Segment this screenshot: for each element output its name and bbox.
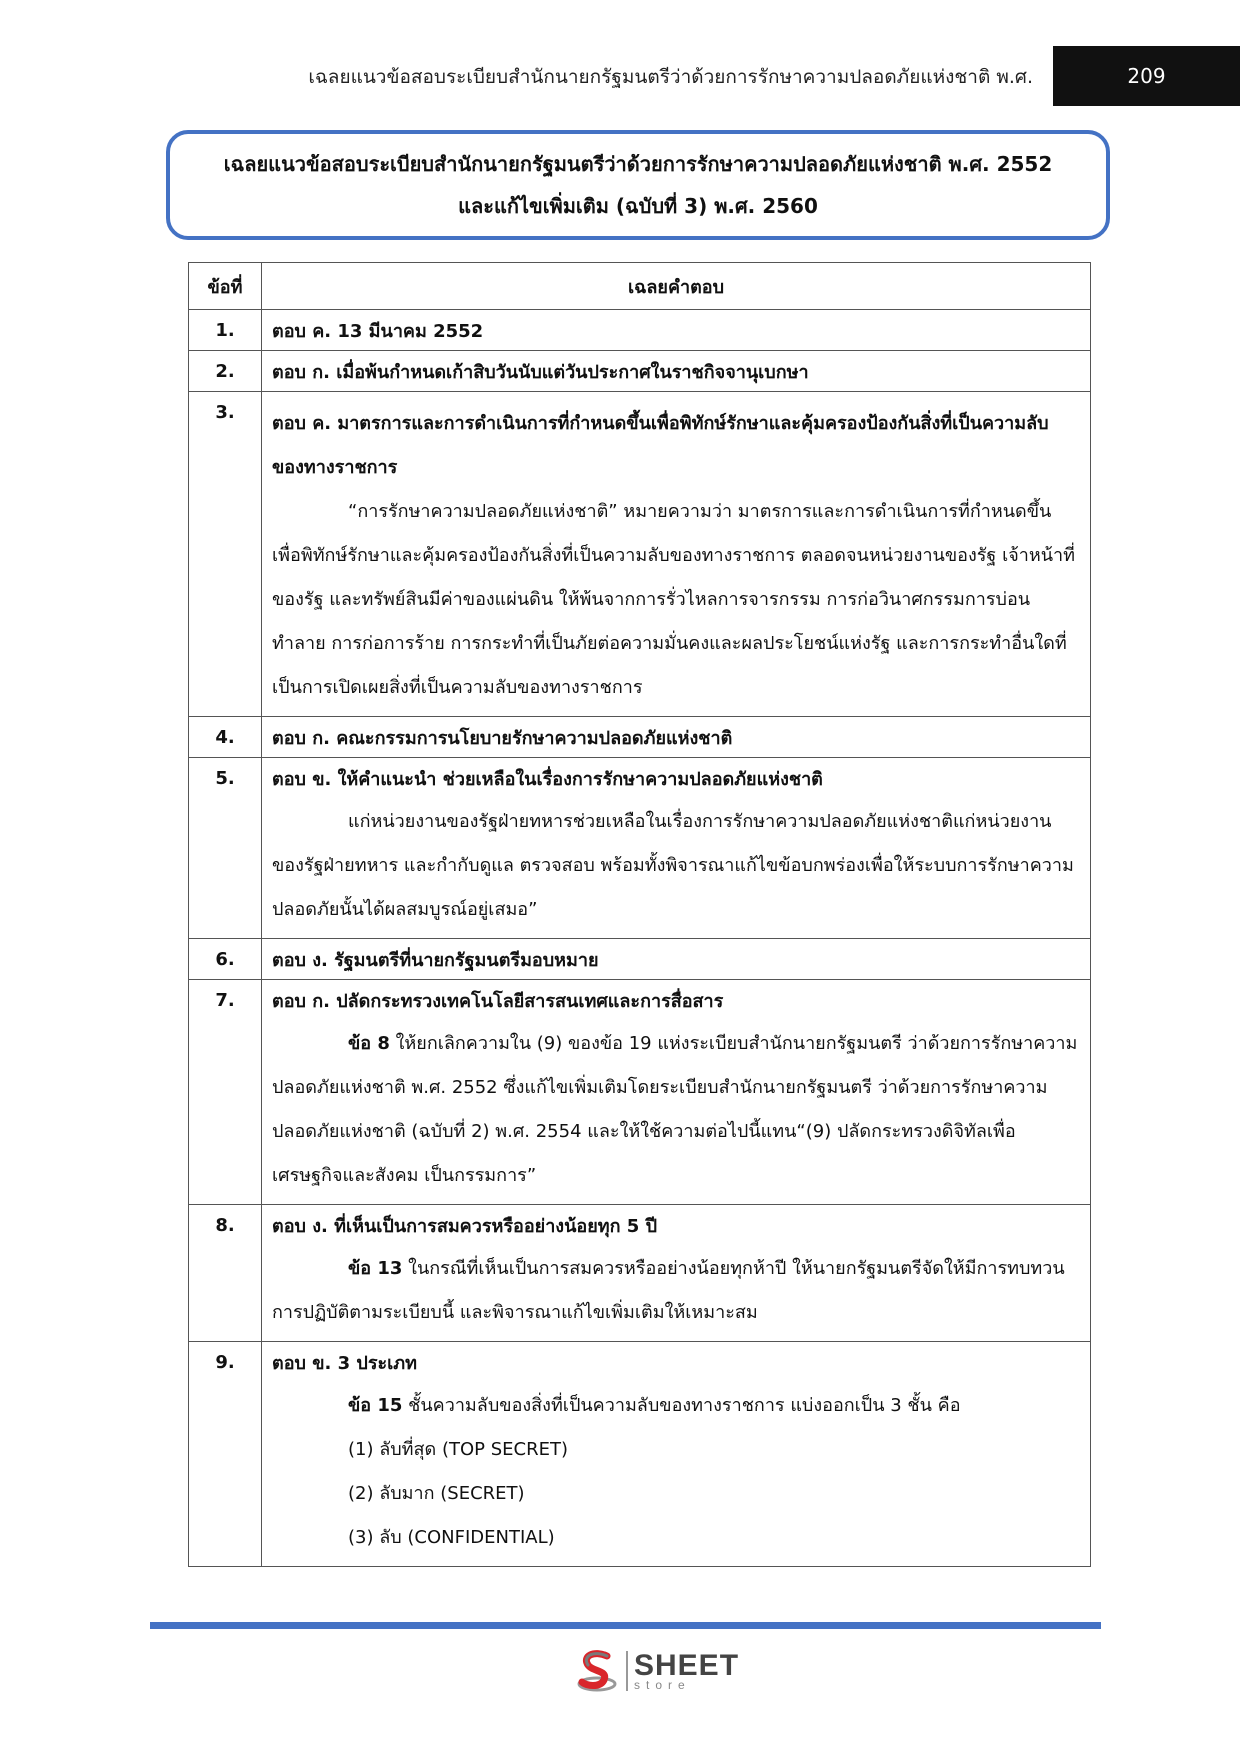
answer-text: ตอบ ก. เมื่อพ้นกำหนดเก้าสิบวันนับแต่วันประกาศในราชกิจจานุเบกษา bbox=[272, 362, 809, 383]
logo-sub: store bbox=[634, 1678, 691, 1692]
answer-text: ตอบ ก. ปลัดกระทรวงเทคโนโลยีสารสนเทศและการสื่อสาร bbox=[272, 991, 724, 1012]
logo-text bbox=[634, 1651, 739, 1691]
title-line-2: และแก้ไขเพิ่มเติม (ฉบับที่ 3) พ.ศ. 2560 bbox=[458, 194, 818, 218]
answer-detail bbox=[272, 1022, 1080, 1198]
table-row bbox=[189, 1205, 1091, 1342]
clause-text: ชั้นความลับของสิ่งที่เป็นความลับของทางราชการ แบ่งออกเป็น 3 ชั้น คือ bbox=[402, 1395, 961, 1416]
row-number: 5. bbox=[189, 758, 262, 939]
logo-divider bbox=[626, 1651, 628, 1691]
clause-text: ในกรณีที่เห็นเป็นการสมควรหรืออย่างน้อยทุกห้าปี ให้นายกรัฐมนตรีจัดให้มีการทบทวนการปฏิบัติตามระเบียบนี้ และพิจารณาแก้ไขเพิ่มเติมให้เหมาะสม bbox=[272, 1258, 1065, 1323]
clause-label: ข้อ 8 bbox=[348, 1033, 390, 1054]
clause-text: ให้ยกเลิกความใน (9) ของข้อ 19 แห่งระเบียบสำนักนายกรัฐมนตรี ว่าด้วยการรักษาความปลอดภัยแห่งชาติ พ.ศ. 2552 ซึ่งแก้ไขเพิ่มเติมโดยระเบียบสำนักนายกรัฐมนตรี ว่าด้วยการรักษาความปลอดภัยแห่งชาติ (ฉบับที่ 2) พ.ศ. 2554 และให้ใช้ความต่อไปนี้แทน“(9) ปลัดกระทรวงดิจิทัลเพื่อเศรษฐกิจและสังคม เป็นกรรมการ” bbox=[272, 1033, 1078, 1186]
table-row bbox=[189, 758, 1091, 939]
list-item: (2) ลับมาก (SECRET) bbox=[348, 1483, 525, 1504]
table-row bbox=[189, 1342, 1091, 1567]
answer-table bbox=[188, 262, 1091, 1567]
logo-word: SHEET bbox=[634, 1649, 740, 1682]
column-header-no: ข้อที่ bbox=[189, 263, 262, 310]
answer-text: ตอบ ข. ให้คำแนะนำ ช่วยเหลือในเรื่องการรักษาความปลอดภัยแห่งชาติ bbox=[272, 769, 823, 790]
title-line-1: เฉลยแนวข้อสอบระเบียบสำนักนายกรัฐมนตรีว่าด้วยการรักษาความปลอดภัยแห่งชาติ พ.ศ. 2552 bbox=[223, 152, 1053, 176]
logo-s-icon bbox=[574, 1648, 620, 1694]
row-number: 4. bbox=[189, 717, 262, 758]
answer-cell bbox=[262, 392, 1091, 717]
answer-text: ตอบ ข. 3 ประเภท bbox=[272, 1353, 418, 1374]
answer-text: ตอบ ค. มาตรการและการดำเนินการที่กำหนดขึ้นเพื่อพิทักษ์รักษาและคุ้มครองป้องกันสิ่งที่เป็นความลับของทางราชการ bbox=[272, 413, 1049, 478]
row-number: 3. bbox=[189, 392, 262, 717]
answer-cell bbox=[262, 1205, 1091, 1342]
footer-rule bbox=[150, 1622, 1101, 1629]
column-header-answer: เฉลยคำตอบ bbox=[262, 263, 1091, 310]
table-header-row bbox=[189, 263, 1091, 310]
row-number: 7. bbox=[189, 980, 262, 1205]
answer-text: ตอบ ง. ที่เห็นเป็นการสมควรหรืออย่างน้อยทุก 5 ปี bbox=[272, 1216, 658, 1237]
sheet-store-logo bbox=[574, 1648, 739, 1694]
answer-cell bbox=[262, 351, 1091, 392]
answer-detail bbox=[272, 1384, 1080, 1428]
answer-cell bbox=[262, 980, 1091, 1205]
answer-cell bbox=[262, 939, 1091, 980]
table-row bbox=[189, 717, 1091, 758]
answer-text: ตอบ ก. คณะกรรมการนโยบายรักษาความปลอดภัยแห่งชาติ bbox=[272, 728, 733, 749]
answer-detail: “การรักษาความปลอดภัยแห่งชาติ” หมายความว่า มาตรการและการดำเนินการที่กำหนดขึ้นเพื่อพิทักษ์รักษาและคุ้มครองป้องกันสิ่งที่เป็นความลับของทางราชการ ตลอดจนหน่วยงานของรัฐ เจ้าหน้าที่ของรัฐ และทรัพย์สินมีค่าของแผ่นดิน ให้พ้นจากการรั่วไหลการจารกรรม การก่อวินาศกรรมการบ่อนทำลาย การก่อการร้าย การกระทำที่เป็นภัยต่อความมั่นคงและผลประโยชน์แห่งรัฐ และการกระทำอื่นใดที่เป็นการเปิดเผยสิ่งที่เป็นความลับของทางราชการ bbox=[272, 501, 1076, 698]
answer-cell bbox=[262, 1342, 1091, 1567]
answer-detail bbox=[272, 1247, 1080, 1335]
table-row bbox=[189, 310, 1091, 351]
table-row bbox=[189, 980, 1091, 1205]
answer-cell bbox=[262, 310, 1091, 351]
list-item: (1) ลับที่สุด (TOP SECRET) bbox=[348, 1439, 568, 1460]
row-number: 6. bbox=[189, 939, 262, 980]
row-number: 1. bbox=[189, 310, 262, 351]
list-item: (3) ลับ (CONFIDENTIAL) bbox=[348, 1527, 555, 1548]
row-number: 9. bbox=[189, 1342, 262, 1567]
row-number: 8. bbox=[189, 1205, 262, 1342]
answer-detail: แก่หน่วยงานของรัฐฝ่ายทหารช่วยเหลือในเรื่องการรักษาความปลอดภัยแห่งชาติแก่หน่วยงานของรัฐฝ่ายทหาร และกำกับดูแล ตรวจสอบ พร้อมทั้งพิจารณาแก้ไขข้อบกพร่องเพื่อให้ระบบการรักษาความปลอดภัยนั้นได้ผลสมบูรณ์อยู่เสมอ” bbox=[272, 811, 1074, 920]
table-row bbox=[189, 939, 1091, 980]
answer-cell bbox=[262, 758, 1091, 939]
answer-text: ตอบ ง. รัฐมนตรีที่นายกรัฐมนตรีมอบหมาย bbox=[272, 950, 599, 971]
table-row bbox=[189, 392, 1091, 717]
clause-label: ข้อ 13 bbox=[348, 1258, 403, 1279]
clause-label: ข้อ 15 bbox=[348, 1395, 403, 1416]
row-number: 2. bbox=[189, 351, 262, 392]
answer-text: ตอบ ค. 13 มีนาคม 2552 bbox=[272, 321, 484, 342]
title-box bbox=[166, 130, 1110, 240]
answer-cell bbox=[262, 717, 1091, 758]
page-number: 209 bbox=[1053, 46, 1240, 106]
table-row bbox=[189, 351, 1091, 392]
running-header: เฉลยแนวข้อสอบระเบียบสำนักนายกรัฐมนตรีว่าด้วยการรักษาความปลอดภัยแห่งชาติ พ.ศ. bbox=[308, 66, 1033, 88]
